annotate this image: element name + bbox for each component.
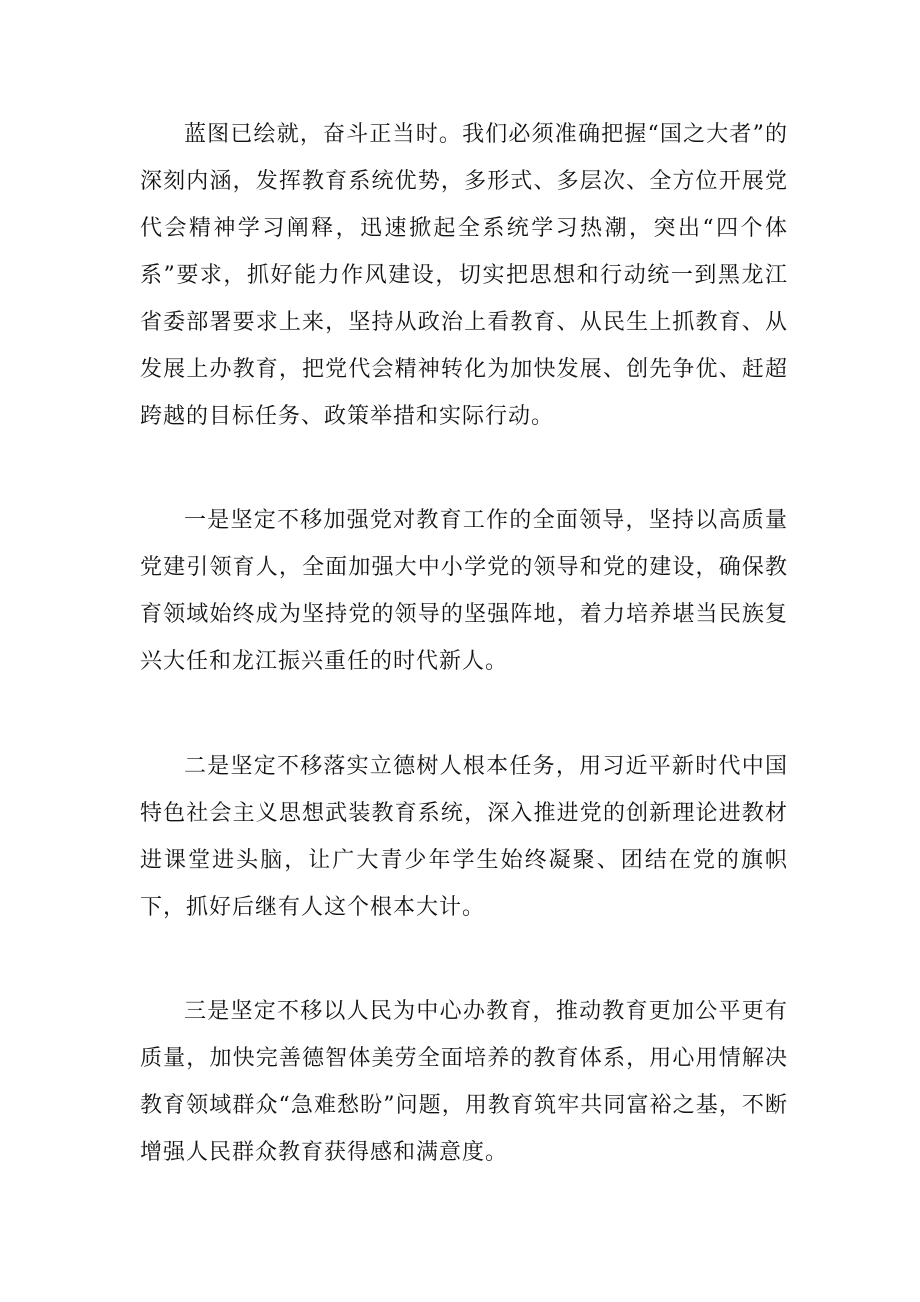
paragraph-intro: 蓝图已绘就，奋斗正当时。我们必须准确把握“国之大者”的深刻内涵，发挥教育系统优势，多形式、多层次、全方位开展党代会精神学习阐释，迅速掀起全系统学习热潮，突出“四个体系”要求，抓好能力作风建设，切实把思想和行动统一到黑龙江省委部署要求上来，坚持从政治上看教育、从民生上抓教育、从发展上办教育，把党代会精神转化为加快发展、创先争优、赶超跨越的目标任务、政策举措和实际行动。 bbox=[140, 122, 788, 429]
paragraph-point-three: 三是坚定不移以人民为中心办教育，推动教育更加公平更有质量，加快完善德智体美劳全面培养的教育体系，用心用情解决教育领域群众“急难愁盼”问题，用教育筑牢共同富裕之基，不断增强人民群众教育获得感和满意度。 bbox=[140, 999, 788, 1165]
paragraph-point-one: 一是坚定不移加强党对教育工作的全面领导，坚持以高质量党建引领育人，全面加强大中小学党的领导和党的建设，确保教育领域始终成为坚持党的领导的坚强阵地，着力培养堪当民族复兴大任和龙江振兴重任的时代新人。 bbox=[140, 508, 788, 674]
paragraph-point-two: 二是坚定不移落实立德树人根本任务，用习近平新时代中国特色社会主义思想武装教育系统，深入推进党的创新理论进教材进课堂进头脑，让广大青少年学生始终凝聚、团结在党的旗帜下，抓好后继有人这个根本大计。 bbox=[140, 754, 788, 920]
